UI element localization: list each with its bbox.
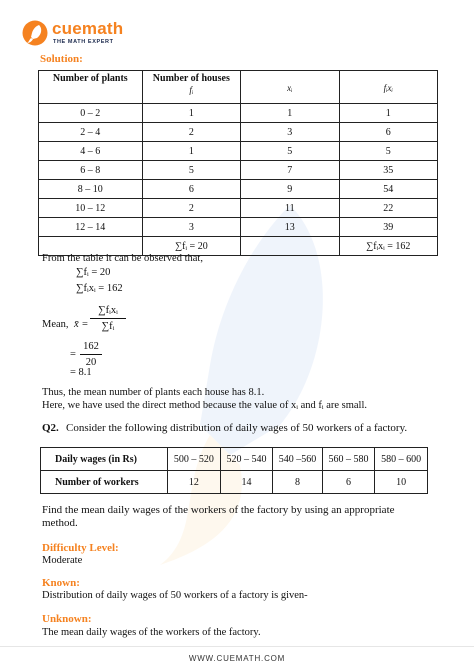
fraction-bar (80, 354, 102, 355)
total-frequency: ∑fᵢ = 20 (142, 237, 240, 256)
known-value: Distribution of daily wages of 50 workers of a factory is given- (42, 590, 308, 601)
table-cell (241, 237, 339, 256)
column-header-houses-label: Number of houses (152, 73, 230, 84)
rocket-logo-icon (22, 20, 48, 46)
table-row (39, 218, 438, 237)
frequency-table (38, 70, 438, 256)
table-row (39, 142, 438, 161)
solution-heading: Solution: (40, 53, 83, 65)
question-text: Consider the following distribution of daily wages of 50 workers of a factory. (66, 422, 408, 434)
table-cell: 2 (142, 123, 240, 142)
footer-divider (0, 646, 474, 647)
table-cell: 3 (241, 123, 339, 142)
table-cell: 5 (241, 142, 339, 161)
fraction-bar (90, 318, 126, 319)
table-cell: 10 – 12 (39, 199, 143, 218)
table-cell: 3 (142, 218, 240, 237)
table-cell: 14 (220, 471, 273, 494)
table-cell: 560 – 580 (322, 448, 375, 471)
instruction-text-line2: method. (42, 517, 78, 529)
table-cell: 1 (339, 104, 438, 123)
column-header-fixi: fᵢxᵢ (339, 71, 438, 104)
table-cell: 9 (241, 180, 339, 199)
table-cell: 13 (241, 218, 339, 237)
table-cell: 6 – 8 (39, 161, 143, 180)
brand-tagline: THE MATH EXPERT (53, 39, 114, 45)
column-header-plants: Number of plants (39, 71, 143, 104)
unknown-heading: Unknown: (42, 613, 92, 625)
table-cell: 520 – 540 (220, 448, 273, 471)
table-cell: 8 – 10 (39, 180, 143, 199)
table-cell: 4 – 6 (39, 142, 143, 161)
mean-label: Mean, (42, 319, 69, 330)
known-heading: Known: (42, 577, 80, 589)
row-header-wages: Daily wages (in Rs) (41, 448, 168, 471)
fraction-denominator: ∑fᵢ (101, 321, 115, 332)
table-row (39, 123, 438, 142)
table-cell: 6 (142, 180, 240, 199)
unknown-value: The mean daily wages of the workers of the factory. (42, 627, 261, 638)
table-row (39, 104, 438, 123)
footer-url: WWW.CUEMATH.COM (188, 654, 286, 663)
equals-sign: = (82, 319, 88, 330)
table-cell: 0 – 2 (39, 104, 143, 123)
table-cell: 11 (241, 199, 339, 218)
table-cell: 8 (273, 471, 322, 494)
fraction-numerator: 162 (83, 341, 99, 352)
table-cell: 2 (142, 199, 240, 218)
difficulty-value: Moderate (42, 555, 83, 566)
sum-f-equation: ∑fᵢ = 20 (76, 267, 111, 278)
method-text: Here, we have used the direct method because the value of xᵢ and fᵢ are small. (42, 400, 368, 411)
table-cell: 1 (142, 104, 240, 123)
table-cell: 35 (339, 161, 438, 180)
fraction-denominator: 20 (85, 357, 97, 368)
question-number: Q2. (42, 422, 59, 434)
total-fx: ∑fᵢxᵢ = 162 (339, 237, 438, 256)
table-cell: 54 (339, 180, 438, 199)
fraction-numerator: ∑fᵢxᵢ (98, 305, 118, 316)
difficulty-heading: Difficulty Level: (42, 542, 119, 554)
equals-sign: = (70, 349, 76, 360)
table-cell: 5 (339, 142, 438, 161)
row-header-workers: Number of workers (41, 471, 168, 494)
mean-value-fraction (80, 340, 102, 369)
column-header-xi: xᵢ (241, 71, 339, 104)
table-cell: 540 –560 (273, 448, 322, 471)
table-row (41, 448, 428, 471)
table-cell: 12 (168, 471, 221, 494)
table-cell: 6 (339, 123, 438, 142)
mean-symbol: x̄ (74, 319, 79, 330)
mean-result: = 8.1 (70, 367, 92, 378)
table-row (39, 180, 438, 199)
table-cell: 5 (142, 161, 240, 180)
table-cell: 7 (241, 161, 339, 180)
conclusion-text: Thus, the mean number of plants each house has 8.1. (42, 387, 265, 398)
column-header-houses (142, 71, 240, 104)
table-cell: 580 – 600 (375, 448, 428, 471)
table-cell: 1 (241, 104, 339, 123)
observed-text: From the table it can be observed that, (42, 253, 203, 264)
mean-fraction (90, 304, 126, 333)
sum-fx-equation: ∑fᵢxᵢ = 162 (76, 283, 123, 294)
table-cell: 1 (142, 142, 240, 161)
table-cell: 22 (339, 199, 438, 218)
table-row (39, 199, 438, 218)
table-cell: 6 (322, 471, 375, 494)
table-row (41, 471, 428, 494)
brand-name: cuemath (52, 19, 124, 38)
table-cell: 500 – 520 (168, 448, 221, 471)
column-header-houses-symbol: fᵢ (189, 85, 194, 95)
table-cell: 39 (339, 218, 438, 237)
wages-table (40, 447, 428, 494)
table-cell: 12 – 14 (39, 218, 143, 237)
table-row (39, 161, 438, 180)
table-cell: 10 (375, 471, 428, 494)
table-cell: 2 – 4 (39, 123, 143, 142)
instruction-text-line1: Find the mean daily wages of the workers of the factory by using an appropriate (42, 504, 395, 516)
